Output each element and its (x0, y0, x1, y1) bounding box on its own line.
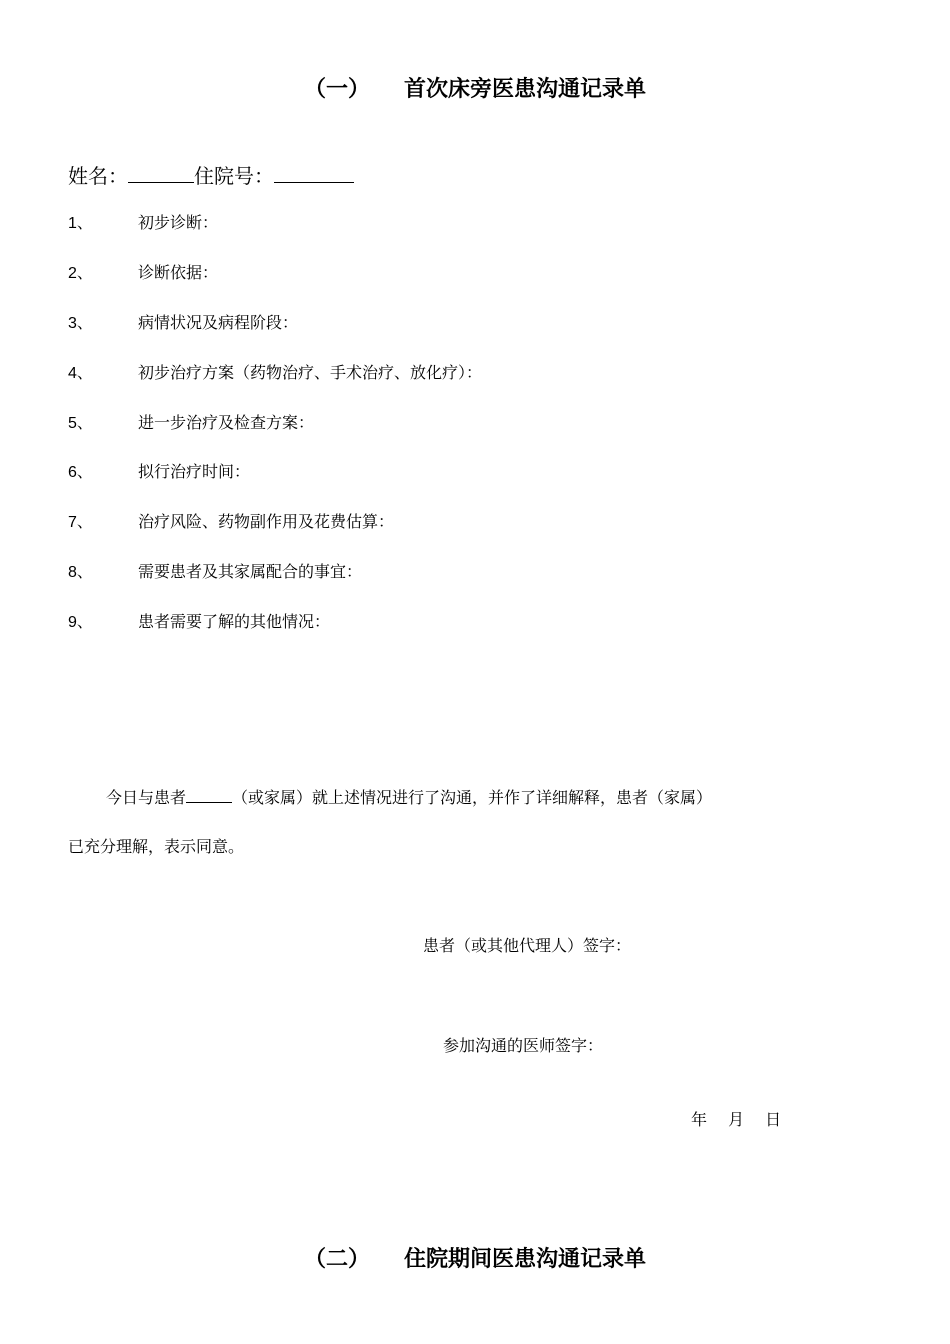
item-index: 7、 (68, 514, 93, 531)
list-item (68, 561, 362, 584)
section-1-title-text: 首次床旁医患沟通记录单 (404, 77, 647, 102)
item-index: 9、 (68, 614, 93, 631)
section-2-title (0, 1242, 950, 1273)
section-2-number: （二） (303, 1247, 370, 1272)
item-text: 初步诊断： (138, 213, 219, 232)
item-index: 6、 (68, 464, 93, 481)
item-text: 诊断依据： (138, 263, 219, 282)
patient-info-line (68, 160, 354, 189)
list-item (68, 312, 298, 335)
item-text: 拟行治疗时间： (138, 462, 251, 481)
item-index: 3、 (68, 315, 93, 332)
patient-name-blank (186, 786, 232, 803)
list-item (68, 461, 250, 484)
item-text: 患者需要了解的其他情况： (138, 612, 331, 631)
list-item (68, 362, 482, 385)
admission-no-label: 住院号： (194, 164, 274, 188)
item-text: 病情状况及病程阶段： (138, 313, 299, 332)
section-1-number: （一） (303, 77, 370, 102)
item-index: 5、 (68, 415, 93, 432)
section-2-title-text: 住院期间医患沟通记录单 (404, 1247, 647, 1272)
list-item (68, 611, 330, 634)
admission-no-blank (274, 162, 354, 183)
list-item (68, 412, 314, 435)
item-index: 1、 (68, 215, 93, 232)
item-text: 进一步治疗及检查方案： (138, 413, 315, 432)
statement-line-1 (106, 786, 712, 809)
statement-part-1: 今日与患者 (106, 788, 187, 807)
patient-signature-label: 患者（或其他代理人）签字： (423, 936, 632, 955)
name-label: 姓名： (68, 164, 128, 188)
statement-part-2: （或家属）就上述情况进行了沟通，并作了详细解释，患者（家属） (232, 788, 713, 807)
list-item (68, 262, 218, 285)
item-text: 初步治疗方案（药物治疗、手术治疗、放化疗）： (138, 363, 483, 382)
item-text: 治疗风险、药物副作用及花费估算： (138, 512, 395, 531)
section-1-title (0, 72, 950, 103)
doctor-signature-label: 参加沟通的医师签字： (443, 1036, 604, 1055)
list-item (68, 212, 218, 235)
item-index: 2、 (68, 265, 93, 282)
statement-line-2: 已充分理解，表示同意。 (68, 837, 245, 856)
list-item (68, 511, 394, 534)
date-label: 年 月 日 (691, 1110, 782, 1129)
item-index: 4、 (68, 365, 93, 382)
item-text: 需要患者及其家属配合的事宜： (138, 562, 363, 581)
name-blank (128, 162, 194, 183)
item-index: 8、 (68, 564, 93, 581)
